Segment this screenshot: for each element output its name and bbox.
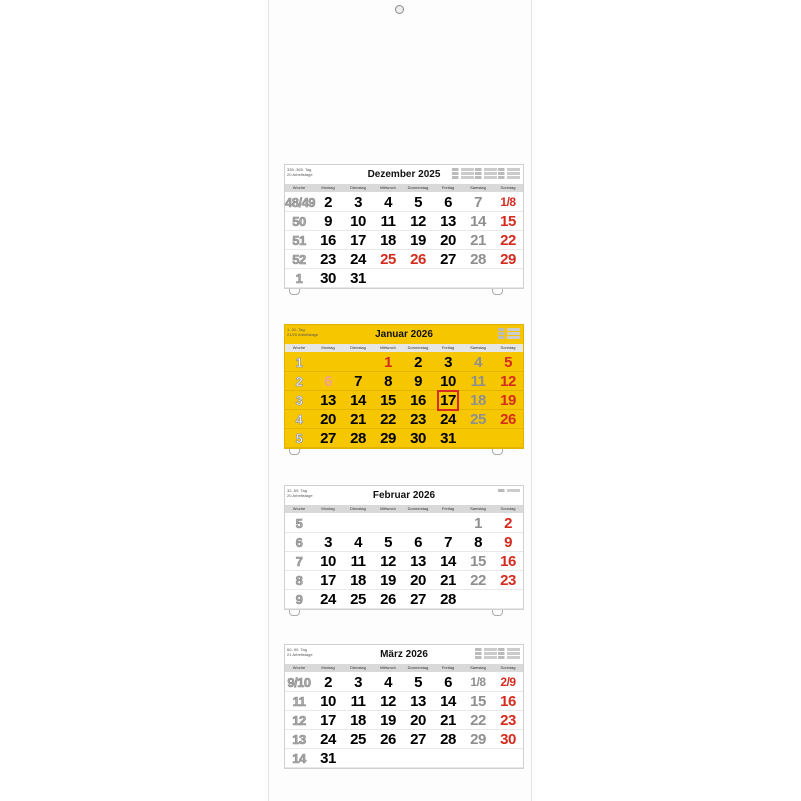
month-workdays: 20 Arbeitstage [287, 493, 313, 498]
weekday-label: Freitag [441, 185, 455, 190]
day-cell: 24 [350, 251, 366, 268]
day-cell: 26 [500, 411, 516, 428]
day-cell: 25 [350, 591, 366, 608]
day-cell: 21 [470, 232, 486, 249]
holiday-cell: 26 [410, 251, 426, 268]
day-cell: 20 [320, 411, 336, 428]
weekday-label: Dienstag [350, 506, 366, 511]
date-marker: 17 [437, 390, 459, 411]
month-title: Februar 2026 [372, 490, 436, 501]
day-cell: 22 [380, 411, 396, 428]
weekday-label: Sonntag [500, 185, 516, 190]
holiday-cell: 25 [380, 251, 396, 268]
day-cell: 2 [324, 674, 332, 691]
week-number: 5 [295, 431, 303, 446]
day-cell: 31 [440, 430, 456, 447]
day-cell: 31 [350, 270, 366, 287]
day-cell: 17 [350, 232, 366, 249]
week-row [285, 269, 523, 288]
day-cell: 19 [380, 712, 396, 729]
week-number: 11 [292, 694, 306, 709]
day-cell: 28 [350, 430, 366, 447]
weekday-label: Woche [292, 345, 306, 350]
weekday-label: Montag [321, 185, 335, 190]
month-day-range: 32.-59. Tag [287, 488, 307, 493]
day-cell: 15 [470, 553, 486, 570]
day-cell: 13 [440, 213, 456, 230]
day-cell: 10 [350, 213, 366, 230]
month-header [285, 486, 523, 504]
day-cell: 5 [384, 534, 392, 551]
day-cell: 8 [384, 373, 392, 390]
week-row [285, 711, 523, 730]
week-rows [285, 193, 523, 288]
weekday-header [285, 505, 523, 513]
week-row [285, 571, 523, 590]
month-block-march [284, 644, 524, 769]
weekday-label: Sonntag [500, 665, 516, 670]
day-cell: 13 [320, 392, 336, 409]
weekday-label: Montag [321, 345, 335, 350]
day-cell: 10 [440, 373, 456, 390]
day-cell: 16 [320, 232, 336, 249]
holiday-cell: 1 [384, 354, 392, 371]
weekday-label: Mittwoch [380, 345, 396, 350]
day-cell: 1/8 [500, 195, 516, 209]
weekday-label: Mittwoch [380, 506, 396, 511]
week-row [285, 410, 523, 429]
day-cell: 6 [444, 194, 452, 211]
day-cell: 23 [500, 712, 516, 729]
day-cell: 2 [414, 354, 422, 371]
day-cell: 6 [414, 534, 422, 551]
day-cell: 26 [380, 731, 396, 748]
day-cell: 16 [500, 693, 516, 710]
week-number: 14 [292, 751, 306, 766]
week-number: 1 [295, 271, 303, 286]
day-cell: 23 [320, 251, 336, 268]
day-cell: 18 [350, 572, 366, 589]
weekday-label: Mittwoch [380, 185, 396, 190]
day-cell: 17 [320, 712, 336, 729]
weekday-header [285, 344, 523, 352]
weekday-label: Samstag [470, 185, 486, 190]
week-number: 6 [295, 535, 303, 550]
weekday-label: Donnerstag [407, 345, 429, 350]
weekday-label: Woche [292, 665, 306, 670]
day-cell: 18 [470, 392, 486, 409]
day-cell: 2 [504, 515, 512, 532]
week-number: 51 [292, 233, 306, 248]
weekday-header [285, 664, 523, 672]
day-cell: 13 [410, 693, 426, 710]
day-cell: 11 [470, 373, 486, 390]
month-day-range: 335.-365. Tag [287, 167, 312, 172]
week-row [285, 673, 523, 692]
day-cell: 28 [440, 731, 456, 748]
weekday-label: Samstag [470, 345, 486, 350]
day-cell: 3 [324, 534, 332, 551]
day-cell: 16 [500, 553, 516, 570]
day-cell: 20 [440, 232, 456, 249]
week-row [285, 353, 523, 372]
day-cell: 21 [350, 411, 366, 428]
day-cell: 29 [500, 251, 516, 268]
day-cell: 26 [380, 591, 396, 608]
moon-phase-legend [452, 327, 520, 339]
day-cell: 30 [320, 270, 336, 287]
day-cell: 15 [500, 213, 516, 230]
month-header [285, 645, 523, 663]
week-number: 7 [295, 554, 303, 569]
week-number: 9/10 [287, 675, 311, 690]
day-cell: 4 [384, 194, 392, 211]
week-row [285, 552, 523, 571]
week-rows [285, 673, 523, 768]
week-number: 52 [292, 252, 306, 267]
weekday-label: Donnerstag [407, 665, 429, 670]
day-cell: 4 [384, 674, 392, 691]
day-cell: 24 [320, 731, 336, 748]
weekday-label: Sonntag [500, 506, 516, 511]
day-cell: 12 [380, 693, 396, 710]
week-number: 48/49 [285, 195, 316, 210]
day-cell: 9 [504, 534, 512, 551]
day-cell: 11 [350, 693, 366, 710]
weekday-header [285, 184, 523, 192]
day-cell: 10 [320, 693, 336, 710]
week-rows [285, 353, 523, 448]
weekday-label: Woche [292, 506, 306, 511]
day-cell: 17 [320, 572, 336, 589]
week-number: 2 [295, 374, 303, 389]
month-workdays: 21/20 Arbeitstage [287, 332, 319, 337]
day-cell: 28 [470, 251, 486, 268]
week-row [285, 514, 523, 533]
weekday-label: Dienstag [350, 345, 366, 350]
week-row [285, 212, 523, 231]
day-cell: 27 [410, 731, 426, 748]
day-cell: 29 [380, 430, 396, 447]
week-row [285, 749, 523, 768]
week-row [285, 250, 523, 269]
month-header [285, 165, 523, 183]
weekday-label: Samstag [470, 665, 486, 670]
month-workdays: 20 Arbeitstage [287, 172, 313, 177]
week-row [285, 231, 523, 250]
weekday-label: Sonntag [500, 345, 516, 350]
weekday-label: Samstag [470, 506, 486, 511]
weekday-label: Freitag [441, 665, 455, 670]
weekday-label: Montag [321, 665, 335, 670]
day-cell: 29 [470, 731, 486, 748]
month-title: Januar 2026 [375, 329, 433, 340]
month-block-february [284, 485, 524, 610]
week-row [285, 193, 523, 212]
weekday-label: Montag [321, 506, 335, 511]
day-cell: 15 [470, 693, 486, 710]
day-cell: 30 [410, 430, 426, 447]
day-cell: 27 [440, 251, 456, 268]
week-number: 1 [295, 355, 303, 370]
weekday-label: Freitag [441, 506, 455, 511]
week-row [285, 730, 523, 749]
day-cell: 30 [500, 731, 516, 748]
day-cell: 7 [474, 194, 482, 211]
week-row [285, 692, 523, 711]
weekday-label: Dienstag [350, 185, 366, 190]
regional-holiday-cell: 6 [324, 373, 332, 390]
week-number: 9 [295, 592, 303, 607]
day-cell: 6 [444, 674, 452, 691]
week-number: 8 [295, 573, 303, 588]
day-cell: 25 [470, 411, 486, 428]
day-cell: 31 [320, 750, 336, 767]
day-cell: 23 [410, 411, 426, 428]
week-number: 50 [292, 214, 306, 229]
day-cell: 25 [350, 731, 366, 748]
day-cell: 7 [444, 534, 452, 551]
day-cell: 28 [440, 591, 456, 608]
day-cell: 1 [474, 515, 482, 532]
month-day-range: 1.-31. Tag [287, 327, 305, 332]
weekday-label: Donnerstag [407, 185, 429, 190]
day-cell: 11 [350, 553, 366, 570]
day-cell: 8 [474, 534, 482, 551]
day-cell: 21 [440, 712, 456, 729]
day-cell: 2/9 [500, 675, 516, 689]
day-cell: 4 [474, 354, 482, 371]
day-cell: 18 [380, 232, 396, 249]
day-cell: 2 [324, 194, 332, 211]
month-block-december [284, 164, 524, 289]
day-cell: 15 [380, 392, 396, 409]
hanging-hole [395, 5, 404, 14]
day-cell: 12 [380, 553, 396, 570]
day-cell: 22 [500, 232, 516, 249]
day-cell: 14 [440, 693, 456, 710]
week-number: 4 [295, 412, 303, 427]
month-workdays: 21 Arbeitstage [287, 652, 313, 657]
day-cell: 13 [410, 553, 426, 570]
day-cell: 24 [440, 411, 456, 428]
day-cell: 7 [354, 373, 362, 390]
day-cell: 19 [500, 392, 516, 409]
day-cell: 4 [354, 534, 362, 551]
week-row [285, 590, 523, 609]
week-rows [285, 514, 523, 609]
day-cell: 20 [410, 572, 426, 589]
week-number: 13 [292, 732, 306, 747]
month-title: März 2026 [380, 649, 428, 660]
day-cell: 14 [350, 392, 366, 409]
month-title: Dezember 2025 [367, 169, 441, 180]
month-block-january [284, 324, 524, 449]
month-header [285, 325, 523, 343]
day-cell: 5 [414, 674, 422, 691]
day-cell: 12 [500, 373, 516, 390]
day-cell: 27 [320, 430, 336, 447]
day-cell: 5 [414, 194, 422, 211]
day-cell: 3 [354, 194, 362, 211]
day-cell: 24 [320, 591, 336, 608]
day-cell: 14 [440, 553, 456, 570]
day-cell: 3 [444, 354, 452, 371]
moon-phase-legend [452, 167, 520, 179]
day-cell: 20 [410, 712, 426, 729]
week-row [285, 391, 523, 410]
day-cell: 9 [324, 213, 332, 230]
day-cell: 10 [320, 553, 336, 570]
day-cell: 22 [470, 572, 486, 589]
day-cell: 11 [380, 213, 396, 230]
moon-phase-legend [452, 488, 520, 492]
day-cell: 18 [350, 712, 366, 729]
day-cell: 21 [440, 572, 456, 589]
month-day-range: 60.-90. Tag [287, 647, 307, 652]
day-cell: 12 [410, 213, 426, 230]
week-number: 3 [295, 393, 303, 408]
week-number: 5 [295, 516, 303, 531]
day-cell: 16 [410, 392, 426, 409]
date-marker-cell[interactable] [433, 391, 463, 410]
day-cell: 9 [414, 373, 422, 390]
week-row [285, 429, 523, 448]
week-row [285, 533, 523, 552]
week-number: 12 [292, 713, 306, 728]
weekday-label: Mittwoch [380, 665, 396, 670]
weekday-label: Woche [292, 185, 306, 190]
moon-phase-legend [452, 647, 520, 659]
day-cell: 1/8 [470, 675, 486, 689]
day-cell: 22 [470, 712, 486, 729]
day-cell: 19 [380, 572, 396, 589]
day-cell: 19 [410, 232, 426, 249]
day-cell: 3 [354, 674, 362, 691]
weekday-label: Donnerstag [407, 506, 429, 511]
day-cell: 5 [504, 354, 512, 371]
weekday-label: Freitag [441, 345, 455, 350]
day-cell: 14 [470, 213, 486, 230]
day-cell: 23 [500, 572, 516, 589]
day-cell: 27 [410, 591, 426, 608]
weekday-label: Dienstag [350, 665, 366, 670]
week-row [285, 372, 523, 391]
